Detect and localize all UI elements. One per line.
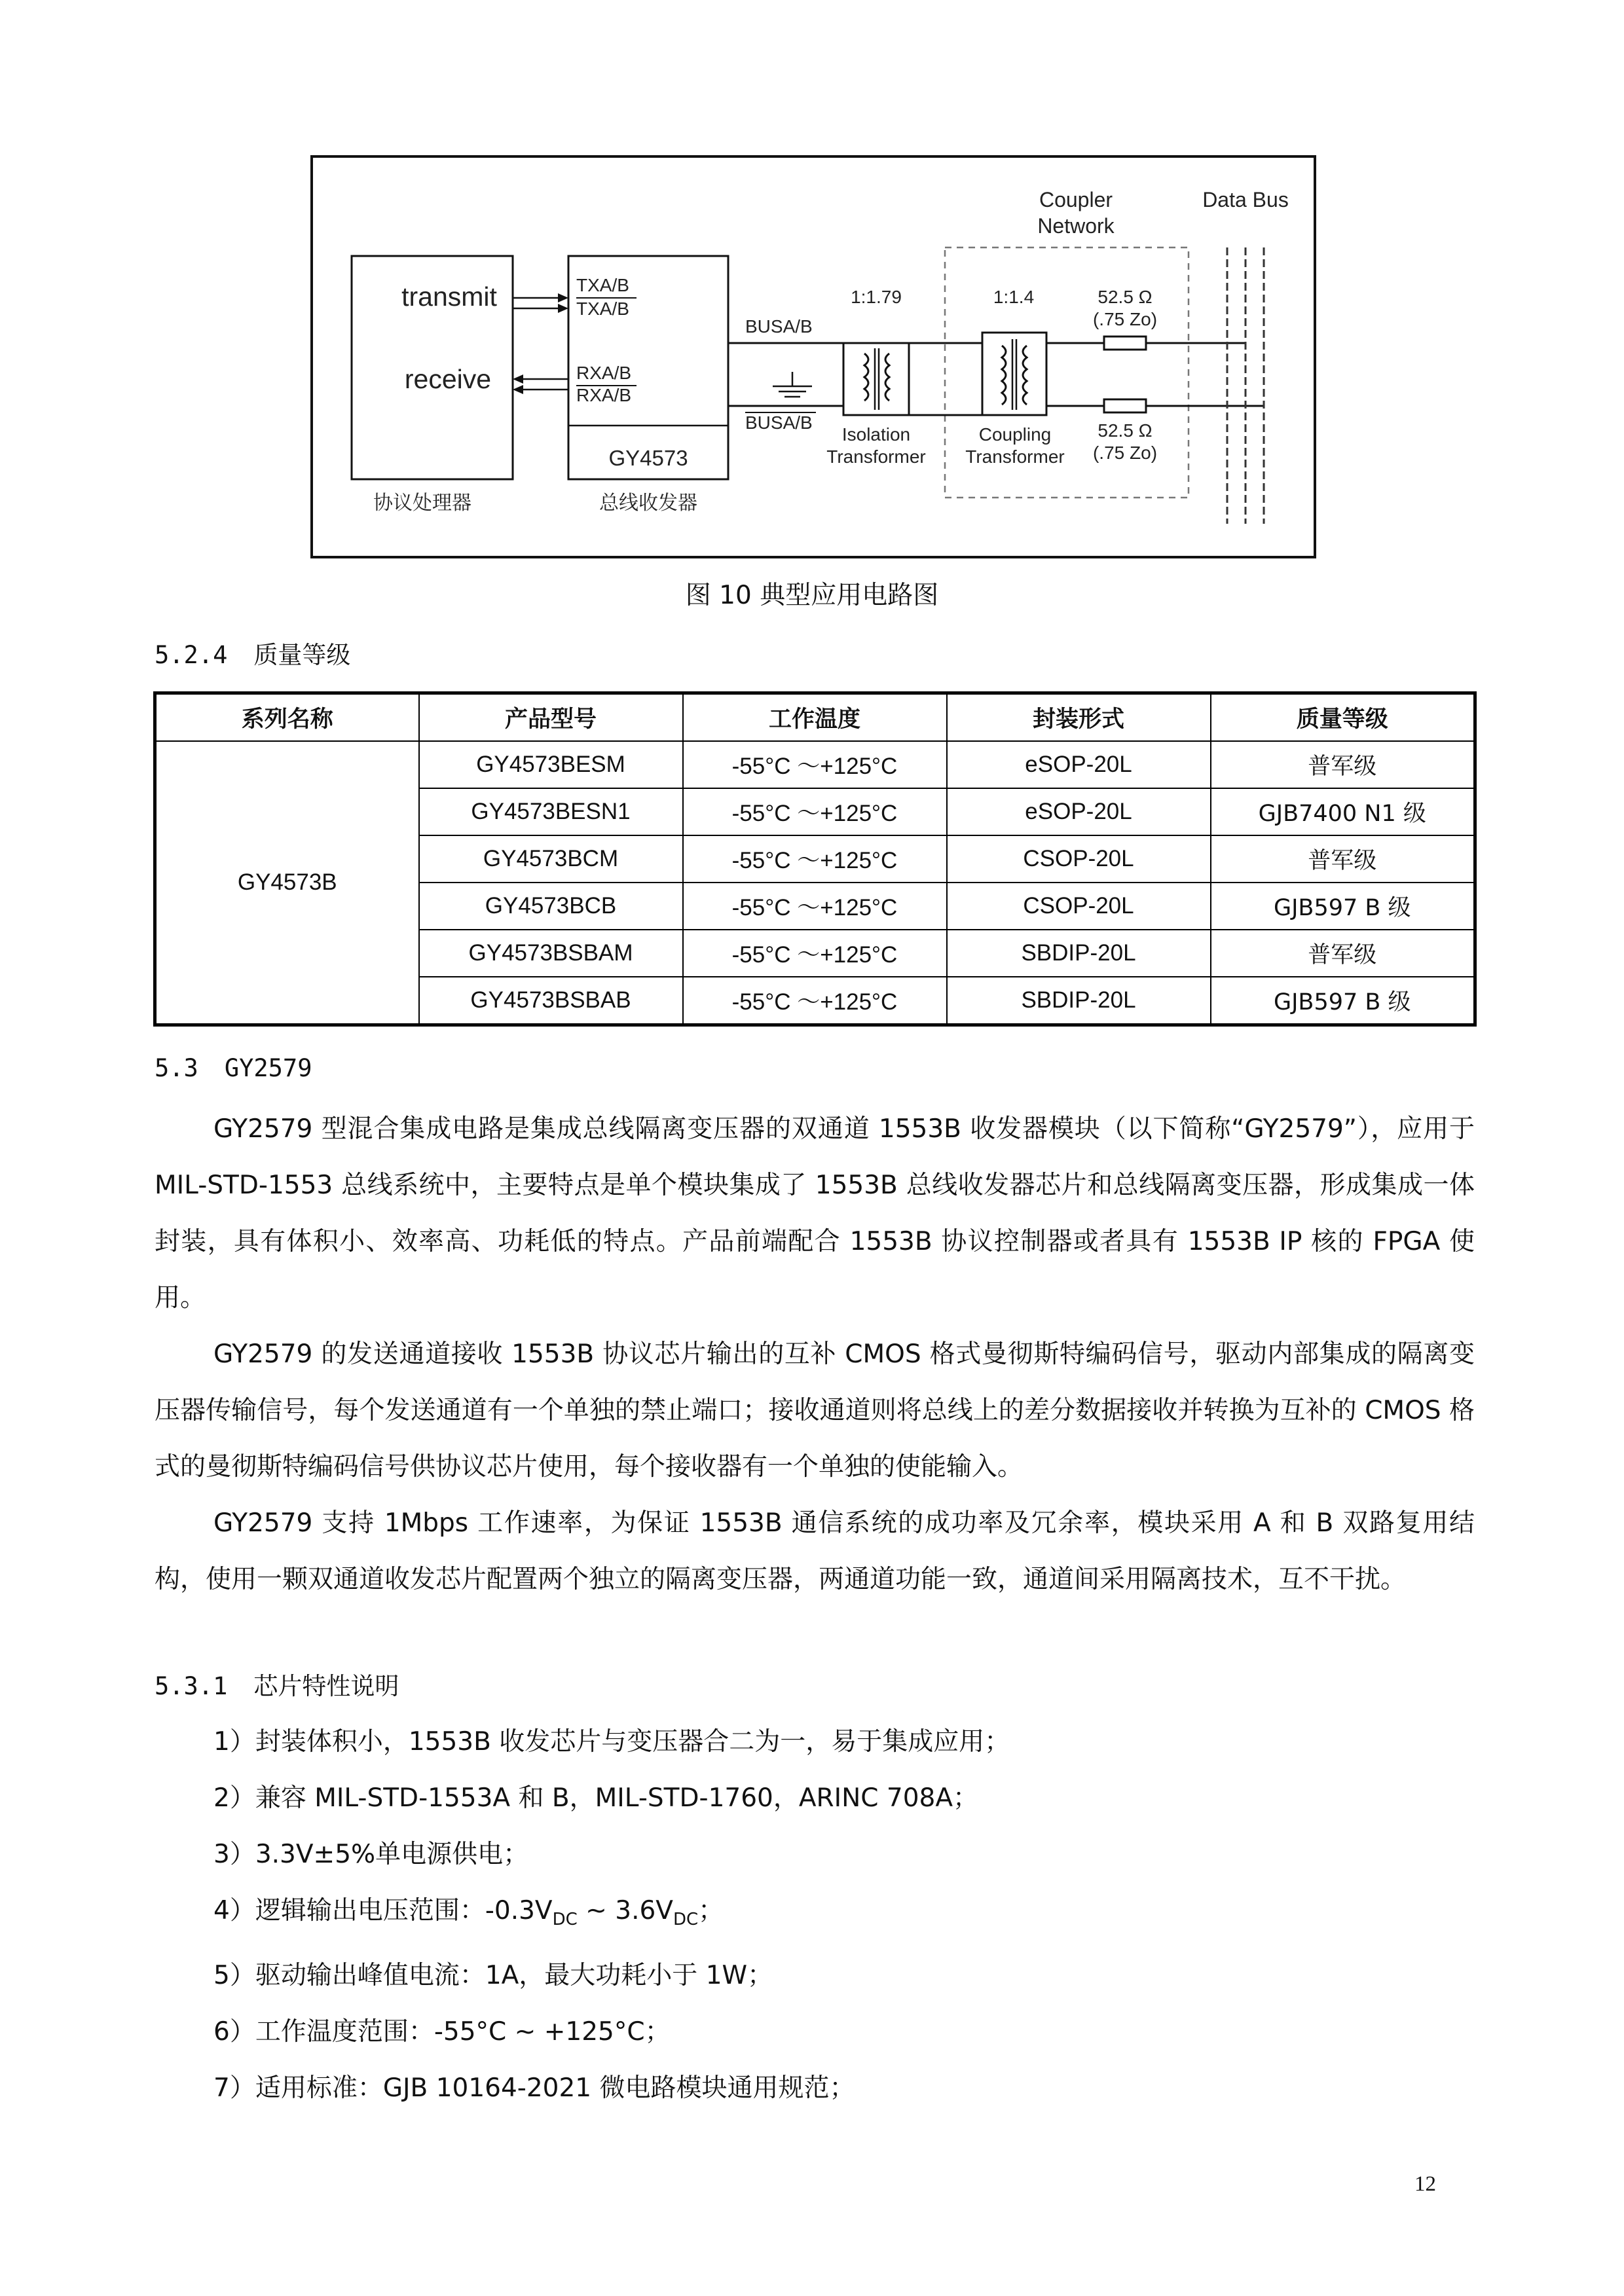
paragraph: GY2579 型混合集成电路是集成总线隔离变压器的双通道 1553B 收发器模块（以下简称“GY2579”），应用于 MIL-STD-1553 总线系统中，主要特点是单个模块集成了 1553B 总线收发器芯片和总线隔离变压器，形成集成一体封装，具有体积小、效率高、功耗低的特点。产品前端配合 1553B 协议控制器或者具有 1553B IP 核的 FPGA 使用。 — [155, 1114, 1475, 1313]
coupling-label-2: Transformer — [965, 446, 1065, 467]
chip-label: GY4573 — [608, 446, 688, 470]
section-title: 质量等级 — [253, 641, 351, 669]
rxa-label: RXA/B — [576, 363, 632, 383]
rxa-bar-label: RXA/B — [576, 385, 632, 405]
header-model: 产品型号 — [419, 693, 683, 742]
coupling-label: Coupling — [978, 424, 1052, 445]
list-item: 3）3.3V±5%单电源供电； — [213, 1840, 529, 1869]
section-number: 5.2.4 — [155, 641, 228, 669]
temp-cell: -55°C ～+125°C — [683, 835, 947, 883]
resistor-bottom-value: 52.5 Ω — [1098, 420, 1153, 441]
resistor-top-zo: (.75 Zo) — [1092, 309, 1158, 329]
grade-cell: GJB597 B 级 — [1211, 883, 1475, 930]
series-cell: GY4573B — [155, 741, 419, 1025]
transmit-label: transmit — [401, 282, 497, 312]
section-5-3-1-heading — [155, 1666, 399, 1702]
table-row — [155, 741, 1475, 788]
section-number: 5.3.1 — [155, 1672, 228, 1700]
isolation-transformer — [843, 343, 909, 415]
header-temp: 工作温度 — [683, 693, 947, 742]
section-5-2-4-heading — [155, 635, 350, 670]
model-cell: GY4573BESM — [419, 741, 683, 788]
body-text — [155, 1101, 1475, 1608]
package-cell: CSOP-20L — [947, 835, 1211, 883]
paragraph: GY2579 的发送通道接收 1553B 协议芯片输出的互补 CMOS 格式曼彻斯特编码信号，驱动内部集成的隔离变压器传输信号，每个发送通道有一个单独的禁止端口；接收通道则将总线上的差分数据接收并转换为互补的 CMOS 格式的曼彻斯特编码信号供协议芯片使用，每个接收器有一个单独的使能输入。 — [155, 1339, 1475, 1482]
bus-transceiver-label: 总线收发器 — [599, 492, 697, 515]
temp-cell: -55°C ～+125°C — [683, 977, 947, 1025]
model-cell: GY4573BCM — [419, 835, 683, 883]
grade-cell: 普军级 — [1211, 930, 1475, 977]
resistor-bottom-zo: (.75 Zo) — [1092, 443, 1158, 463]
temp-cell: -55°C ～+125°C — [683, 741, 947, 788]
list-item: 5）驱动输出峰值电流：1A，最大功耗小于 1W； — [213, 1960, 773, 1990]
section-title: 芯片特性说明 — [253, 1672, 399, 1700]
header-grade: 质量等级 — [1211, 693, 1475, 742]
quality-grade-table — [153, 691, 1477, 1027]
temp-cell: -55°C ～+125°C — [683, 930, 947, 977]
list-item: 4）逻辑输出电压范围：$-0.3V_{DC}$ ~ $3.6V_{DC}$； — [213, 1896, 724, 1929]
receive-label: receive — [404, 364, 492, 394]
model-cell: GY4573BSBAB — [419, 977, 683, 1025]
grade-cell: GJB7400 N1 级 — [1211, 788, 1475, 835]
package-cell: eSOP-20L — [947, 788, 1211, 835]
figure-caption: 图 10 典型应用电路图 — [685, 581, 939, 610]
list-item: 2）兼容 MIL-STD-1553A 和 B，MIL-STD-1760，ARINC 708A； — [213, 1783, 979, 1813]
isolation-ratio-label: 1:1.79 — [851, 287, 902, 307]
coupling-transformer — [982, 333, 1046, 415]
grade-cell: GJB597 B 级 — [1211, 977, 1475, 1025]
package-cell: eSOP-20L — [947, 741, 1211, 788]
page-number: 12 — [1414, 2172, 1436, 2196]
package-cell: SBDIP-20L — [947, 977, 1211, 1025]
grade-cell: 普军级 — [1211, 835, 1475, 883]
resistor-top — [1104, 337, 1146, 350]
package-cell: SBDIP-20L — [947, 930, 1211, 977]
feature-list — [213, 1714, 1010, 2117]
list-item: 6）工作温度范围：-55°C ~ +125°C； — [213, 2016, 671, 2047]
grade-cell: 普军级 — [1211, 741, 1475, 788]
resistor-bottom — [1104, 399, 1146, 412]
header-package: 封装形式 — [947, 693, 1211, 742]
isolation-label: Isolation — [841, 424, 911, 445]
txa-label: TXA/B — [576, 275, 629, 295]
coupler-network-label-2: Network — [1037, 214, 1115, 238]
application-circuit-diagram — [0, 0, 1624, 576]
paragraph: GY2579 支持 1Mbps 工作速率，为保证 1553B 通信系统的成功率及冗余率，模块采用 A 和 B 双路复用结构，使用一颗双通道收发芯片配置两个独立的隔离变压器，两通道功能一致，通道间采用隔离技术，互不干扰。 — [155, 1508, 1475, 1594]
protocol-processor-label: 协议处理器 — [373, 492, 471, 515]
section-title: GY2579 — [224, 1054, 312, 1082]
isolation-label-2: Transformer — [826, 446, 926, 467]
section-number: 5.3 — [155, 1054, 198, 1082]
resistor-top-value: 52.5 Ω — [1098, 287, 1153, 307]
busa-label: BUSA/B — [745, 316, 813, 337]
data-bus-label: Data Bus — [1202, 188, 1289, 211]
list-item: 7）适用标准：GJB 10164-2021 微电路模块通用规范； — [213, 2073, 855, 2103]
txa-bar-label: TXA/B — [576, 299, 629, 319]
model-cell: GY4573BCB — [419, 883, 683, 930]
model-cell: GY4573BSBAM — [419, 930, 683, 977]
package-cell: CSOP-20L — [947, 883, 1211, 930]
temp-cell: -55°C ～+125°C — [683, 883, 947, 930]
section-5-3-heading — [155, 1054, 312, 1082]
model-cell: GY4573BESN1 — [419, 788, 683, 835]
temp-cell: -55°C ～+125°C — [683, 788, 947, 835]
coupler-network-label: Coupler — [1039, 188, 1113, 211]
table-header-row — [155, 693, 1475, 742]
list-item: 1）封装体积小，1553B 收发芯片与变压器合二为一，易于集成应用； — [213, 1727, 1010, 1757]
busa-bar-label: BUSA/B — [745, 412, 813, 433]
coupling-ratio-label: 1:1.4 — [993, 287, 1035, 307]
header-series: 系列名称 — [155, 693, 419, 742]
